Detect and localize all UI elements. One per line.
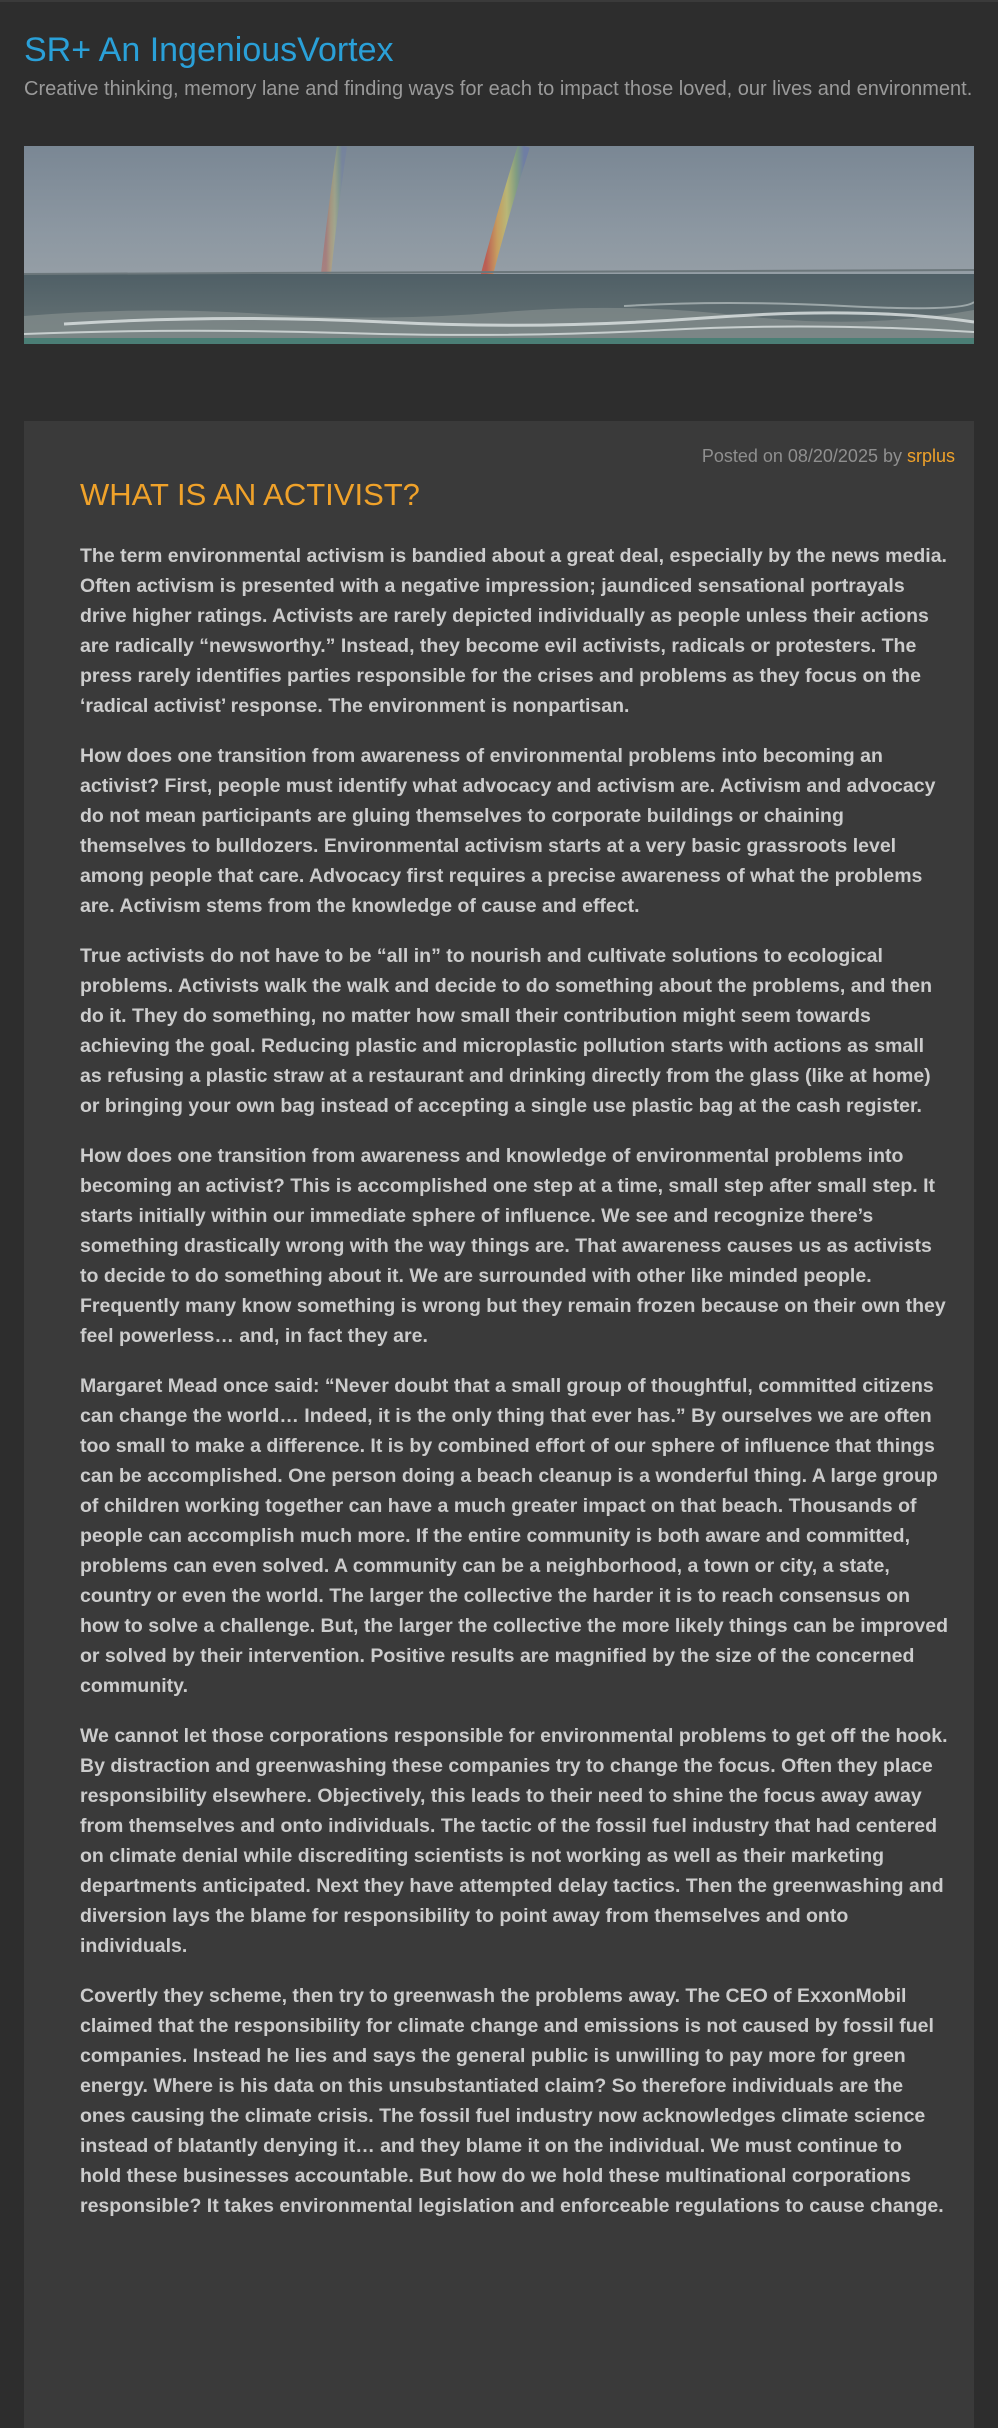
post-paragraph: True activists do not have to be “all in” to nourish and cultivate solutions to ecological problems. Activists walk the walk and decide to do something about the problems, and then do it. They do something, no matter how small their contribution might seem towards achieving the goal. Reducing plastic and microplastic pollution starts with actions as small as refusing a plastic straw at a restaurant and drinking directly from the glass (like at home) or bringing your own bag instead of accepting a single use plastic bag at the cash register. [80,945,932,1117]
post-date[interactable]: 08/20/2025 [787,446,878,466]
by-label: by [877,446,907,466]
post-title: WHAT IS AN ACTIVIST? [80,477,420,512]
header-banner-image [24,146,974,344]
site-title[interactable]: SR+ An IngeniousVortex [24,31,394,69]
author-link[interactable]: srplus [906,446,955,466]
post-article [24,421,974,2428]
top-border [0,0,998,2]
post-body [80,541,948,2241]
post-paragraph: Margaret Mead once said: “Never doubt that a small group of thoughtful, committed citizens can change the world… Indeed, it is the only thing that ever has.” By ourselves we are often too small to make a difference. It is by combined effort of our sphere of influence that things can be accomplished. One person doing a beach cleanup is a wonderful thing. A large group of children working together can have a much greater impact on that beach. Thousands of people can accomplish much more. If the entire community is both aware and committed, problems can even solved. A community can be a neighborhood, a town or city, a state, country or even the world. The larger the collective the harder it is to reach consensus on how to solve a challenge. But, the larger the collective the more likely things can be improved or solved by their intervention. Positive results are magnified by the size of the concerned community. [80,1375,948,1697]
post-paragraph: The term environmental activism is bandied about a great deal, especially by the news media. Often activism is presented with a negative impression; jaundiced sensational portrayals drive higher ratings. Activists are rarely depicted individually as people unless their actions are radically “newsworthy.” Instead, they become evil activists, radicals or protesters. The press rarely identifies parties responsible for the crises and problems as they focus on the ‘radical activist’ response. The environment is nonpartisan. [80,545,947,717]
post-paragraph: How does one transition from awareness and knowledge of environmental problems into becoming an activist? This is accomplished one step at a time, small step after small step. It starts initially within our immediate sphere of influence. We see and recognize there’s something drastically wrong with the way things are. That awareness causes us as activists to decide to do something about it. We are surrounded with other like minded people. Frequently many know something is wrong but they remain frozen because on their own they feel powerless… and, in fact they are. [80,1145,946,1347]
site-description: Creative thinking, memory lane and finding ways for each to impact those loved, our lives and environment. [24,78,973,100]
posted-on-label: Posted on [701,446,788,466]
post-paragraph: Covertly they scheme, then try to greenwash the problems away. The CEO of ExxonMobil claimed that the responsibility for climate change and emissions is not caused by fossil fuel companies. Instead he lies and says the general public is unwilling to pay more for green energy. Where is his data on this unsubstantiated claim? So therefore individuals are the ones causing the climate crisis. The fossil fuel industry now acknowledges climate science instead of blatantly denying it… and they blame it on the individual. We must continue to hold these businesses accountable. But how do we hold these multinational corporations responsible? It takes environmental legislation and enforceable regulations to cause change. [80,1985,944,2217]
post-meta [702,444,955,468]
post-paragraph: How does one transition from awareness of environmental problems into becoming an activist? First, people must identify what advocacy and activism are. Activism and advocacy do not mean participants are gluing themselves to corporate buildings or chaining themselves to bulldozers. Environmental activism starts at a very basic grassroots level among people that care. Advocacy first requires a precise awareness of what the problems are. Activism stems from the knowledge of cause and effect. [80,745,936,917]
site-header [24,28,974,105]
post-paragraph: We cannot let those corporations responsible for environmental problems to get off the hook. By distraction and greenwashing these companies try to change the focus. Often they place responsibility elsewhere. Objectively, this leads to their need to shine the focus away away from themselves and onto individuals. The tactic of the fossil fuel industry that had centered on climate denial while discrediting scientists is not working as well as their marketing departments anticipated. Next they have attempted delay tactics. Then the greenwashing and diversion lays the blame for responsibility to point away from themselves and onto individuals. [80,1725,948,1957]
